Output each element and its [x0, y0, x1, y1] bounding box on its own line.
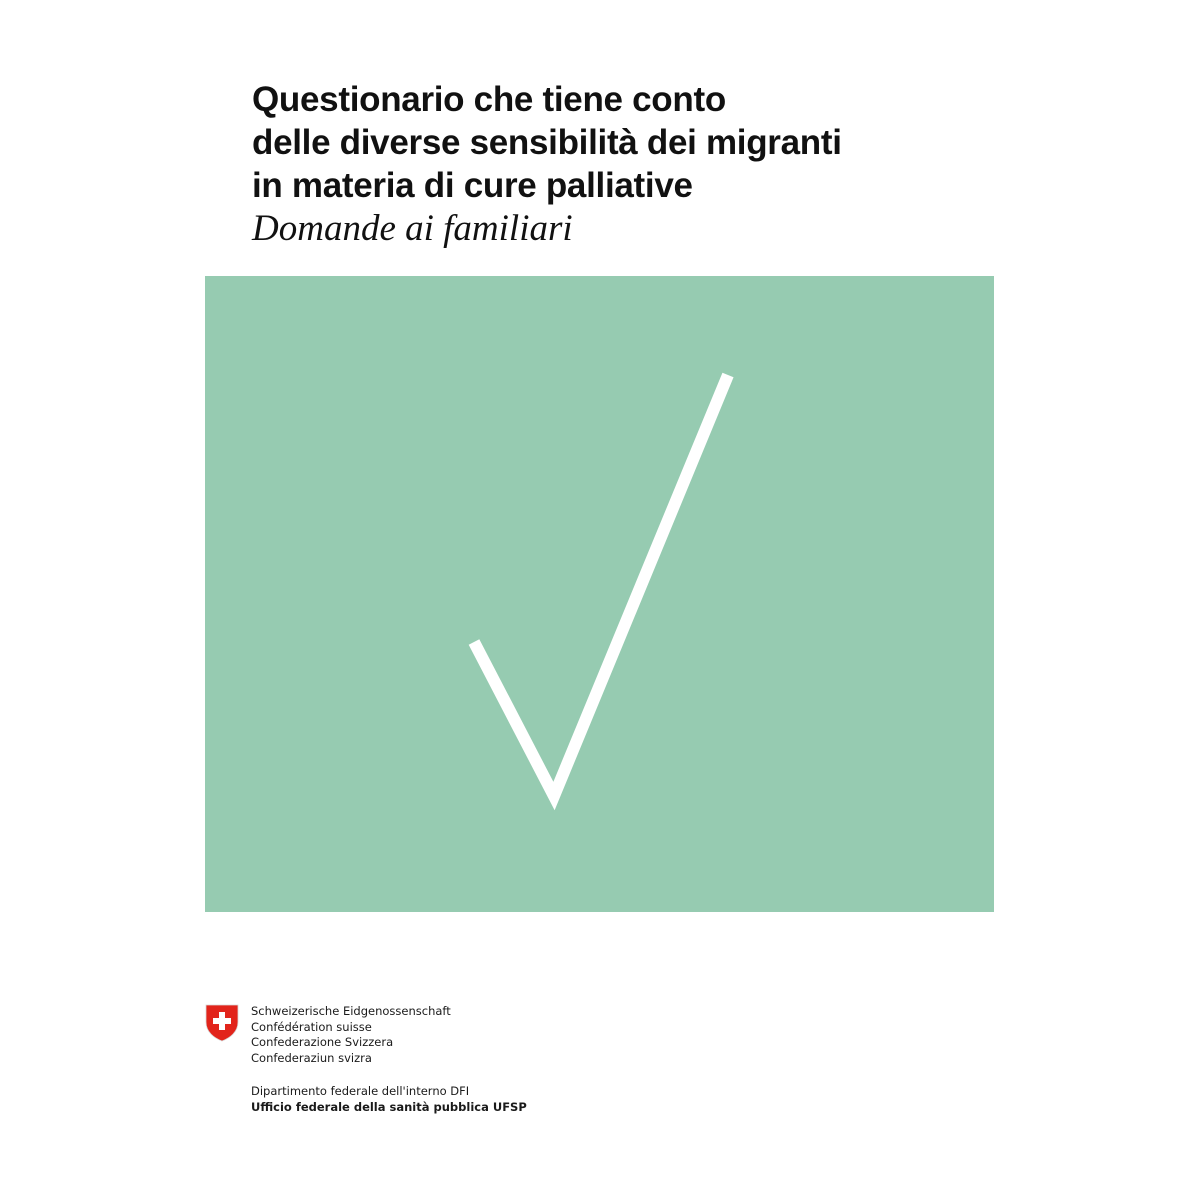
org-name-german: Schweizerische Eidgenossenschaft: [251, 1004, 451, 1018]
department-name: Dipartimento federale dell'interno DFI: [251, 1084, 470, 1098]
cover-illustration: [205, 276, 994, 912]
org-name-italian: Confederazione Svizzera: [251, 1035, 394, 1049]
office-name: Ufficio federale della sanità pubblica UFSP: [251, 1099, 527, 1114]
org-name-french: Confédération suisse: [251, 1019, 372, 1034]
title-line-1: Questionario che tiene conto: [252, 80, 726, 119]
cover-illustration-panel: [205, 276, 994, 912]
green-panel: [205, 276, 994, 912]
title-line-2: delle diverse sensibilità dei migranti: [252, 123, 842, 162]
confederation-names: [251, 1004, 451, 1066]
subtitle: Domande ai familiari: [252, 208, 573, 249]
swiss-coat-of-arms-icon: [205, 1004, 239, 1042]
department-block: [251, 1084, 527, 1115]
title-line-3: in materia di cure palliative: [252, 166, 693, 205]
title-block: [252, 78, 1012, 251]
org-name-romansh: Confederaziun svizra: [251, 1050, 372, 1065]
